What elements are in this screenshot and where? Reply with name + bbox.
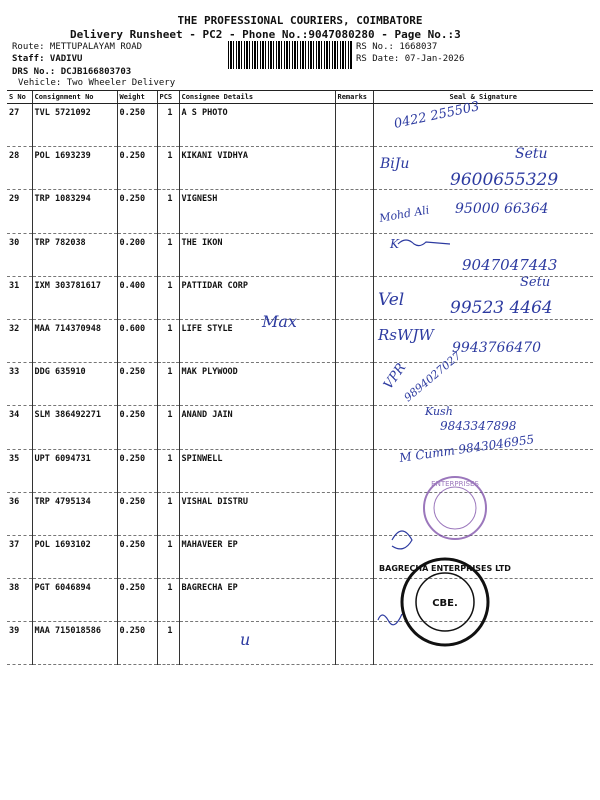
cell-consignment: POL 1693239: [32, 147, 117, 190]
cell-weight: 0.200: [117, 233, 157, 276]
signature-29a: Mohd Ali: [378, 203, 431, 225]
cell-consignee: VISHAL DISTRU: [179, 492, 335, 535]
cell-signature: [373, 360, 593, 406]
signature-27: 0422 255503: [392, 99, 481, 132]
table-row: [7, 233, 593, 276]
cell-signature: [373, 190, 593, 233]
cell-weight: 0.250: [117, 104, 157, 147]
signature-31c: 99523 4464: [450, 298, 553, 318]
cell-consignment: TRP 782038: [32, 233, 117, 276]
cell-consignment: IXM 303781617: [32, 276, 117, 319]
cell-signature: [373, 233, 593, 276]
table-row: [7, 622, 593, 665]
cell-consignee: ANAND JAIN: [179, 406, 335, 449]
cell-weight: 0.250: [117, 492, 157, 535]
cell-sno: 33: [7, 363, 32, 406]
cell-weight: 0.250: [117, 147, 157, 190]
cell-pcs: 1: [157, 319, 179, 362]
cell-sno: 29: [7, 190, 32, 233]
cell-sno: 28: [7, 147, 32, 190]
table-row: [7, 190, 593, 233]
cell-consignee: MAHAVEER EP: [179, 535, 335, 578]
col-consignment: Consignment No: [32, 91, 117, 104]
cell-signature: [373, 622, 593, 665]
signature-34b: 9843347898: [440, 419, 517, 433]
signature-33b: 9894027027: [401, 349, 464, 405]
signature-32a: RsWJW: [378, 326, 434, 344]
cell-weight: 0.600: [117, 319, 157, 362]
rs-date: RS Date: 07-Jan-2026: [356, 54, 465, 64]
cell-pcs: 1: [157, 579, 179, 622]
cell-remarks: [335, 319, 373, 362]
col-weight: Weight: [117, 91, 157, 104]
cell-consignee: KIKANI VIDHYA: [179, 147, 335, 190]
cell-remarks: [335, 449, 373, 492]
cell-remarks: [335, 190, 373, 233]
cell-pcs: 1: [157, 449, 179, 492]
cell-sno: 39: [7, 622, 32, 665]
cell-consignee: LIFE STYLE: [179, 319, 335, 362]
table-row: [7, 276, 593, 319]
stamp2-city: CBE.: [432, 598, 458, 609]
cell-consignment: TRP 1083294: [32, 190, 117, 233]
table-row: [7, 147, 593, 190]
signature-33a: VPR: [380, 360, 410, 393]
cell-remarks: [335, 233, 373, 276]
cell-consignment: MAA 715018586: [32, 622, 117, 665]
cell-consignee: [179, 622, 335, 665]
cell-pcs: 1: [157, 276, 179, 319]
cell-consignment: TVL 5721092: [32, 104, 117, 147]
cell-signature: [373, 535, 593, 578]
cell-weight: 0.400: [117, 276, 157, 319]
table-row: [7, 406, 593, 449]
signature-31b: Vel: [378, 290, 405, 310]
cell-pcs: 1: [157, 363, 179, 406]
cell-signature: [373, 147, 593, 190]
table-header-row: [7, 91, 593, 104]
signature-28a: BiJu: [380, 156, 410, 172]
cell-sno: 37: [7, 535, 32, 578]
cell-consignee: SPINWELL: [179, 449, 335, 492]
cell-consignment: DDG 635910: [32, 363, 117, 406]
cell-sno: 36: [7, 492, 32, 535]
signature-28b: Setu: [515, 146, 548, 162]
cell-pcs: 1: [157, 190, 179, 233]
cell-remarks: [335, 535, 373, 578]
cell-sno: 38: [7, 579, 32, 622]
signature-32b: 9943766470: [452, 340, 542, 356]
cell-consignment: MAA 714370948: [32, 319, 117, 362]
runsheet-title: THE PROFESSIONAL COURIERS, COIMBATORE: [177, 14, 423, 27]
rs-number: RS No.: 1668037: [356, 42, 438, 52]
cell-weight: 0.250: [117, 449, 157, 492]
table-row: [7, 363, 593, 406]
cell-remarks: [335, 622, 373, 665]
col-sno: S No: [7, 91, 32, 104]
drs-label: DRS No.: DCJB166803703: [12, 67, 132, 77]
table-row: [7, 535, 593, 578]
cell-remarks: [335, 363, 373, 406]
cell-remarks: [335, 579, 373, 622]
col-remarks: Remarks: [335, 91, 373, 104]
cell-sno: 27: [7, 104, 32, 147]
cell-weight: 0.250: [117, 535, 157, 578]
col-consignee: Consignee Details: [179, 91, 335, 104]
cell-consignment: POL 1693102: [32, 535, 117, 578]
cell-remarks: [335, 406, 373, 449]
table-row: [7, 104, 593, 147]
signature-30a: K: [390, 237, 399, 251]
cell-consignment: TRP 4795134: [32, 492, 117, 535]
cell-consignment: PGT 6046894: [32, 579, 117, 622]
cell-consignee: THE IKON: [179, 233, 335, 276]
vehicle-label: Vehicle: Two Wheeler Delivery: [18, 78, 176, 88]
cell-consignment: UPT 6094731: [32, 449, 117, 492]
cell-signature: [373, 492, 593, 535]
cell-pcs: 1: [157, 535, 179, 578]
cell-sno: 30: [7, 233, 32, 276]
cell-consignment: SLM 386492271: [32, 406, 117, 449]
signature-31a: Setu: [520, 275, 551, 290]
cell-weight: 0.250: [117, 190, 157, 233]
signature-29b: 95000 66364: [455, 201, 549, 217]
cell-signature: [373, 406, 593, 449]
cell-pcs: 1: [157, 147, 179, 190]
stamp2-text: BAGRECHA ENTERPRISES LTD: [379, 564, 511, 573]
cell-remarks: [335, 147, 373, 190]
cell-sno: 34: [7, 406, 32, 449]
cell-remarks: [335, 276, 373, 319]
cell-sno: 35: [7, 449, 32, 492]
table-row: [7, 319, 593, 362]
cell-signature: [373, 579, 593, 622]
cell-consignee: VIGNESH: [179, 190, 335, 233]
cell-signature: [373, 449, 593, 492]
cell-pcs: 1: [157, 622, 179, 665]
signature-35: M Cumm 9843046955: [398, 432, 536, 465]
signature-30b: 9047047443: [462, 256, 558, 274]
cell-pcs: 1: [157, 492, 179, 535]
cell-remarks: [335, 104, 373, 147]
col-pcs: PCS: [157, 91, 179, 104]
cell-pcs: 1: [157, 233, 179, 276]
signature-34a: Kush: [425, 405, 453, 418]
cell-consignee: PATTIDAR CORP: [179, 276, 335, 319]
cell-weight: 0.250: [117, 622, 157, 665]
table-row: [7, 492, 593, 535]
cell-pcs: 1: [157, 104, 179, 147]
barcode: [228, 41, 352, 69]
signature-28c: 9600655329: [450, 170, 559, 190]
runsheet-table: [7, 90, 593, 665]
stamp1-text: ENTERPRISES: [431, 480, 479, 488]
cell-weight: 0.250: [117, 406, 157, 449]
remarks-handwriting: Max: [262, 312, 297, 331]
col-signature: Seal & Signature: [373, 91, 593, 104]
cell-remarks: [335, 492, 373, 535]
cell-weight: 0.250: [117, 363, 157, 406]
runsheet-subtitle: Delivery Runsheet - PC2 - Phone No.:9047080280 - Page No.:3: [70, 28, 461, 41]
cell-consignee: BAGRECHA EP: [179, 579, 335, 622]
table-row: [7, 579, 593, 622]
cell-consignee: MAK PLYWOOD: [179, 363, 335, 406]
cell-signature: [373, 104, 593, 147]
handwriting-row39: u: [240, 630, 251, 649]
cell-signature: [373, 276, 593, 319]
cell-sno: 32: [7, 319, 32, 362]
cell-consignee: A S PHOTO: [179, 104, 335, 147]
staff-label: Staff: VADIVU: [12, 54, 83, 64]
table-row: [7, 449, 593, 492]
route-label: Route: METTUPALAYAM ROAD: [12, 42, 143, 52]
cell-pcs: 1: [157, 406, 179, 449]
cell-weight: 0.250: [117, 579, 157, 622]
cell-signature: [373, 319, 593, 362]
cell-sno: 31: [7, 276, 32, 319]
